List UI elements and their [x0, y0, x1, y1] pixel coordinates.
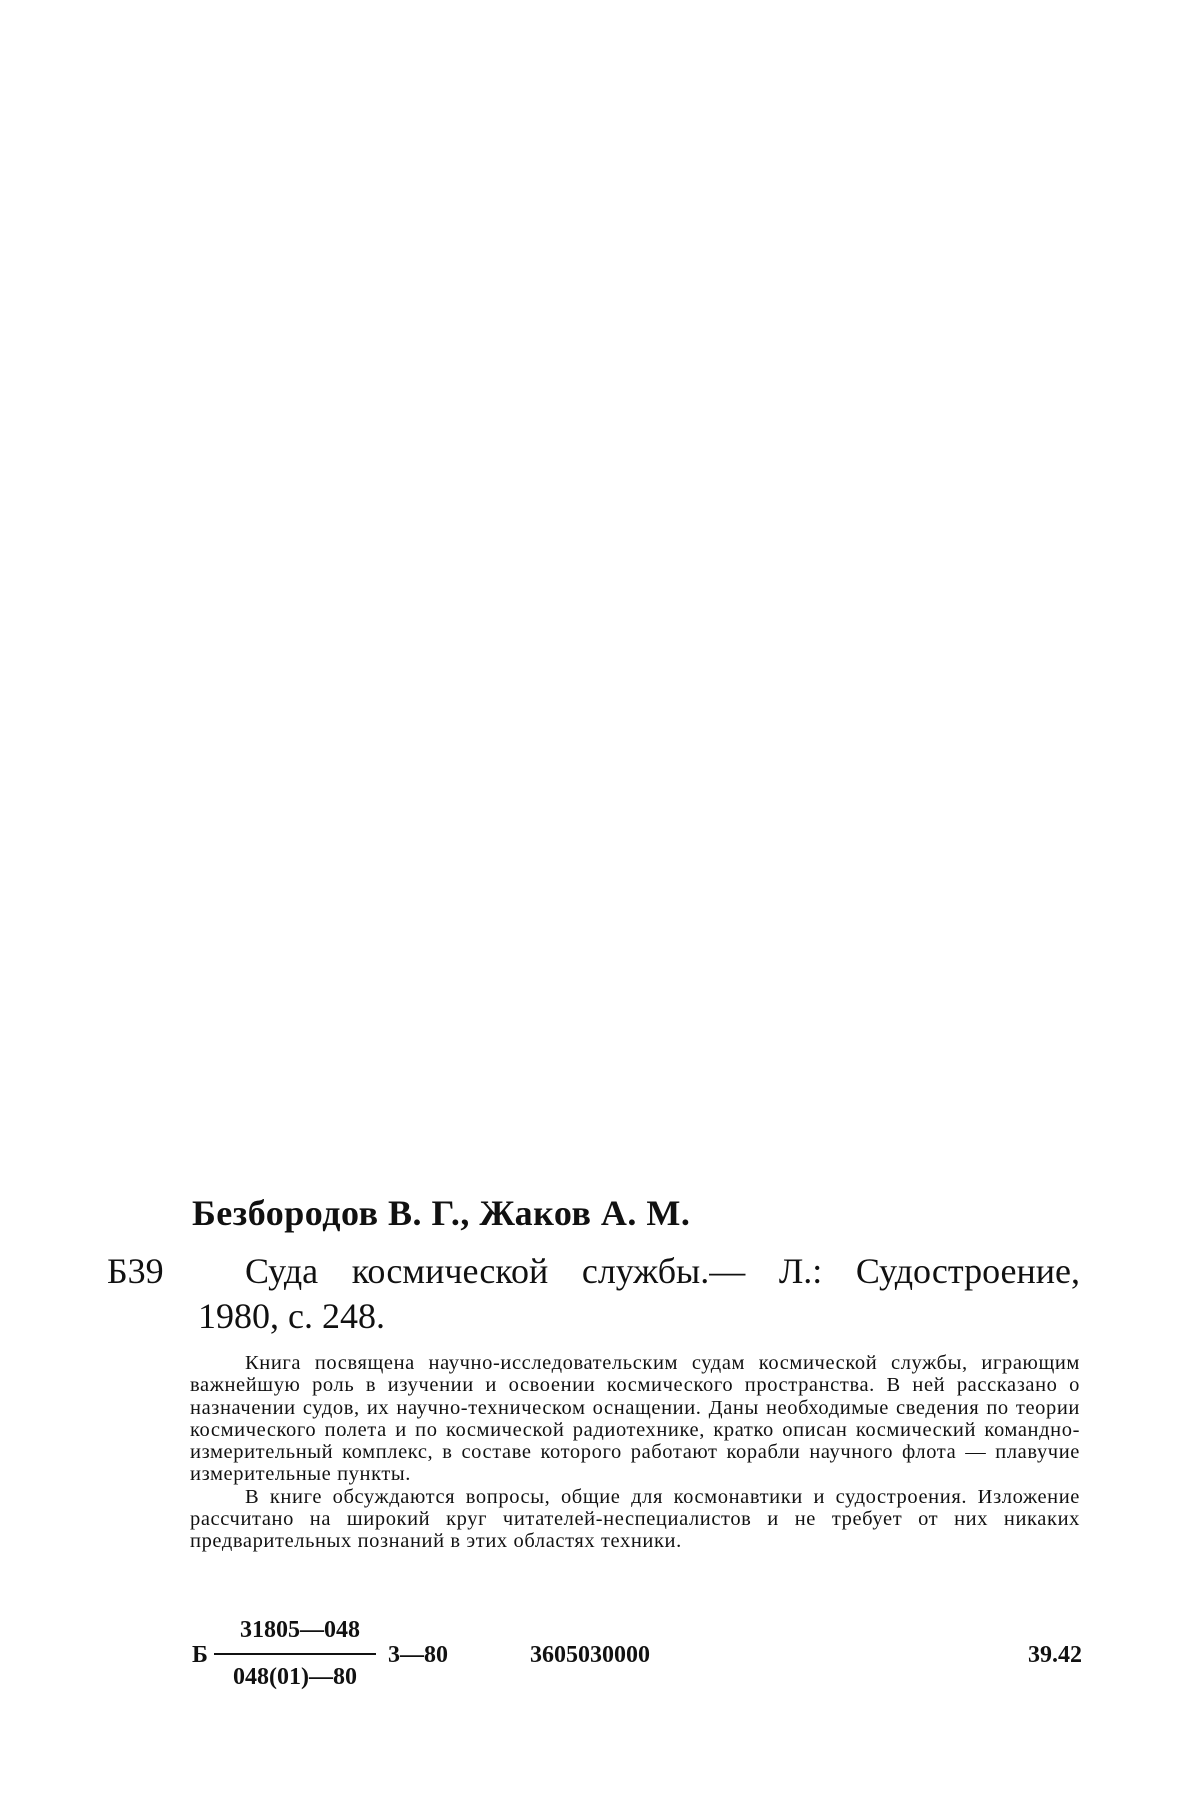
index-code: Б39 [107, 1251, 164, 1291]
abstract [190, 1352, 1080, 1553]
book-title-line-1: Суда космической службы.— Л.: Судостроение, [245, 1251, 1080, 1291]
authors: Безбородов В. Г., Жаков А. М. [192, 1193, 691, 1233]
abstract-paragraph-2: В книге обсуждаются вопросы, общие для космонавтики и судостроения. Изложение рассчитано на широкий круг читателей-неспециалистов и не требует от них никаких предварительных познаний в этих областях техники. [190, 1485, 1080, 1553]
abstract-paragraph-1: Книга посвящена научно-исследовательским судам космической службы, играющим важнейшую роль в изучении и освоении космического пространства. В ней рассказано о назначении судов, их научно-техническом оснащении. Даны необходимые сведения по теории космического полета и по космической радиотехнике, кратко описан космический командно-измерительный комплекс, в составе которого работают корабли научного флота — плавучие измерительные пункты. [190, 1352, 1080, 1486]
biblio-letter: Б [192, 1642, 208, 1668]
fraction-numerator: 31805—048 [240, 1617, 360, 1643]
bibliographic-code-line [192, 1617, 1082, 1695]
udc-code: 39.42 [1028, 1642, 1082, 1668]
fraction-denominator: 048(01)—80 [233, 1664, 357, 1690]
fraction-bar [214, 1653, 376, 1655]
book-title-line-2: 1980, с. 248. [198, 1296, 385, 1336]
fraction-suffix: 3—80 [388, 1642, 448, 1668]
classification-code: 3605030000 [530, 1642, 650, 1668]
